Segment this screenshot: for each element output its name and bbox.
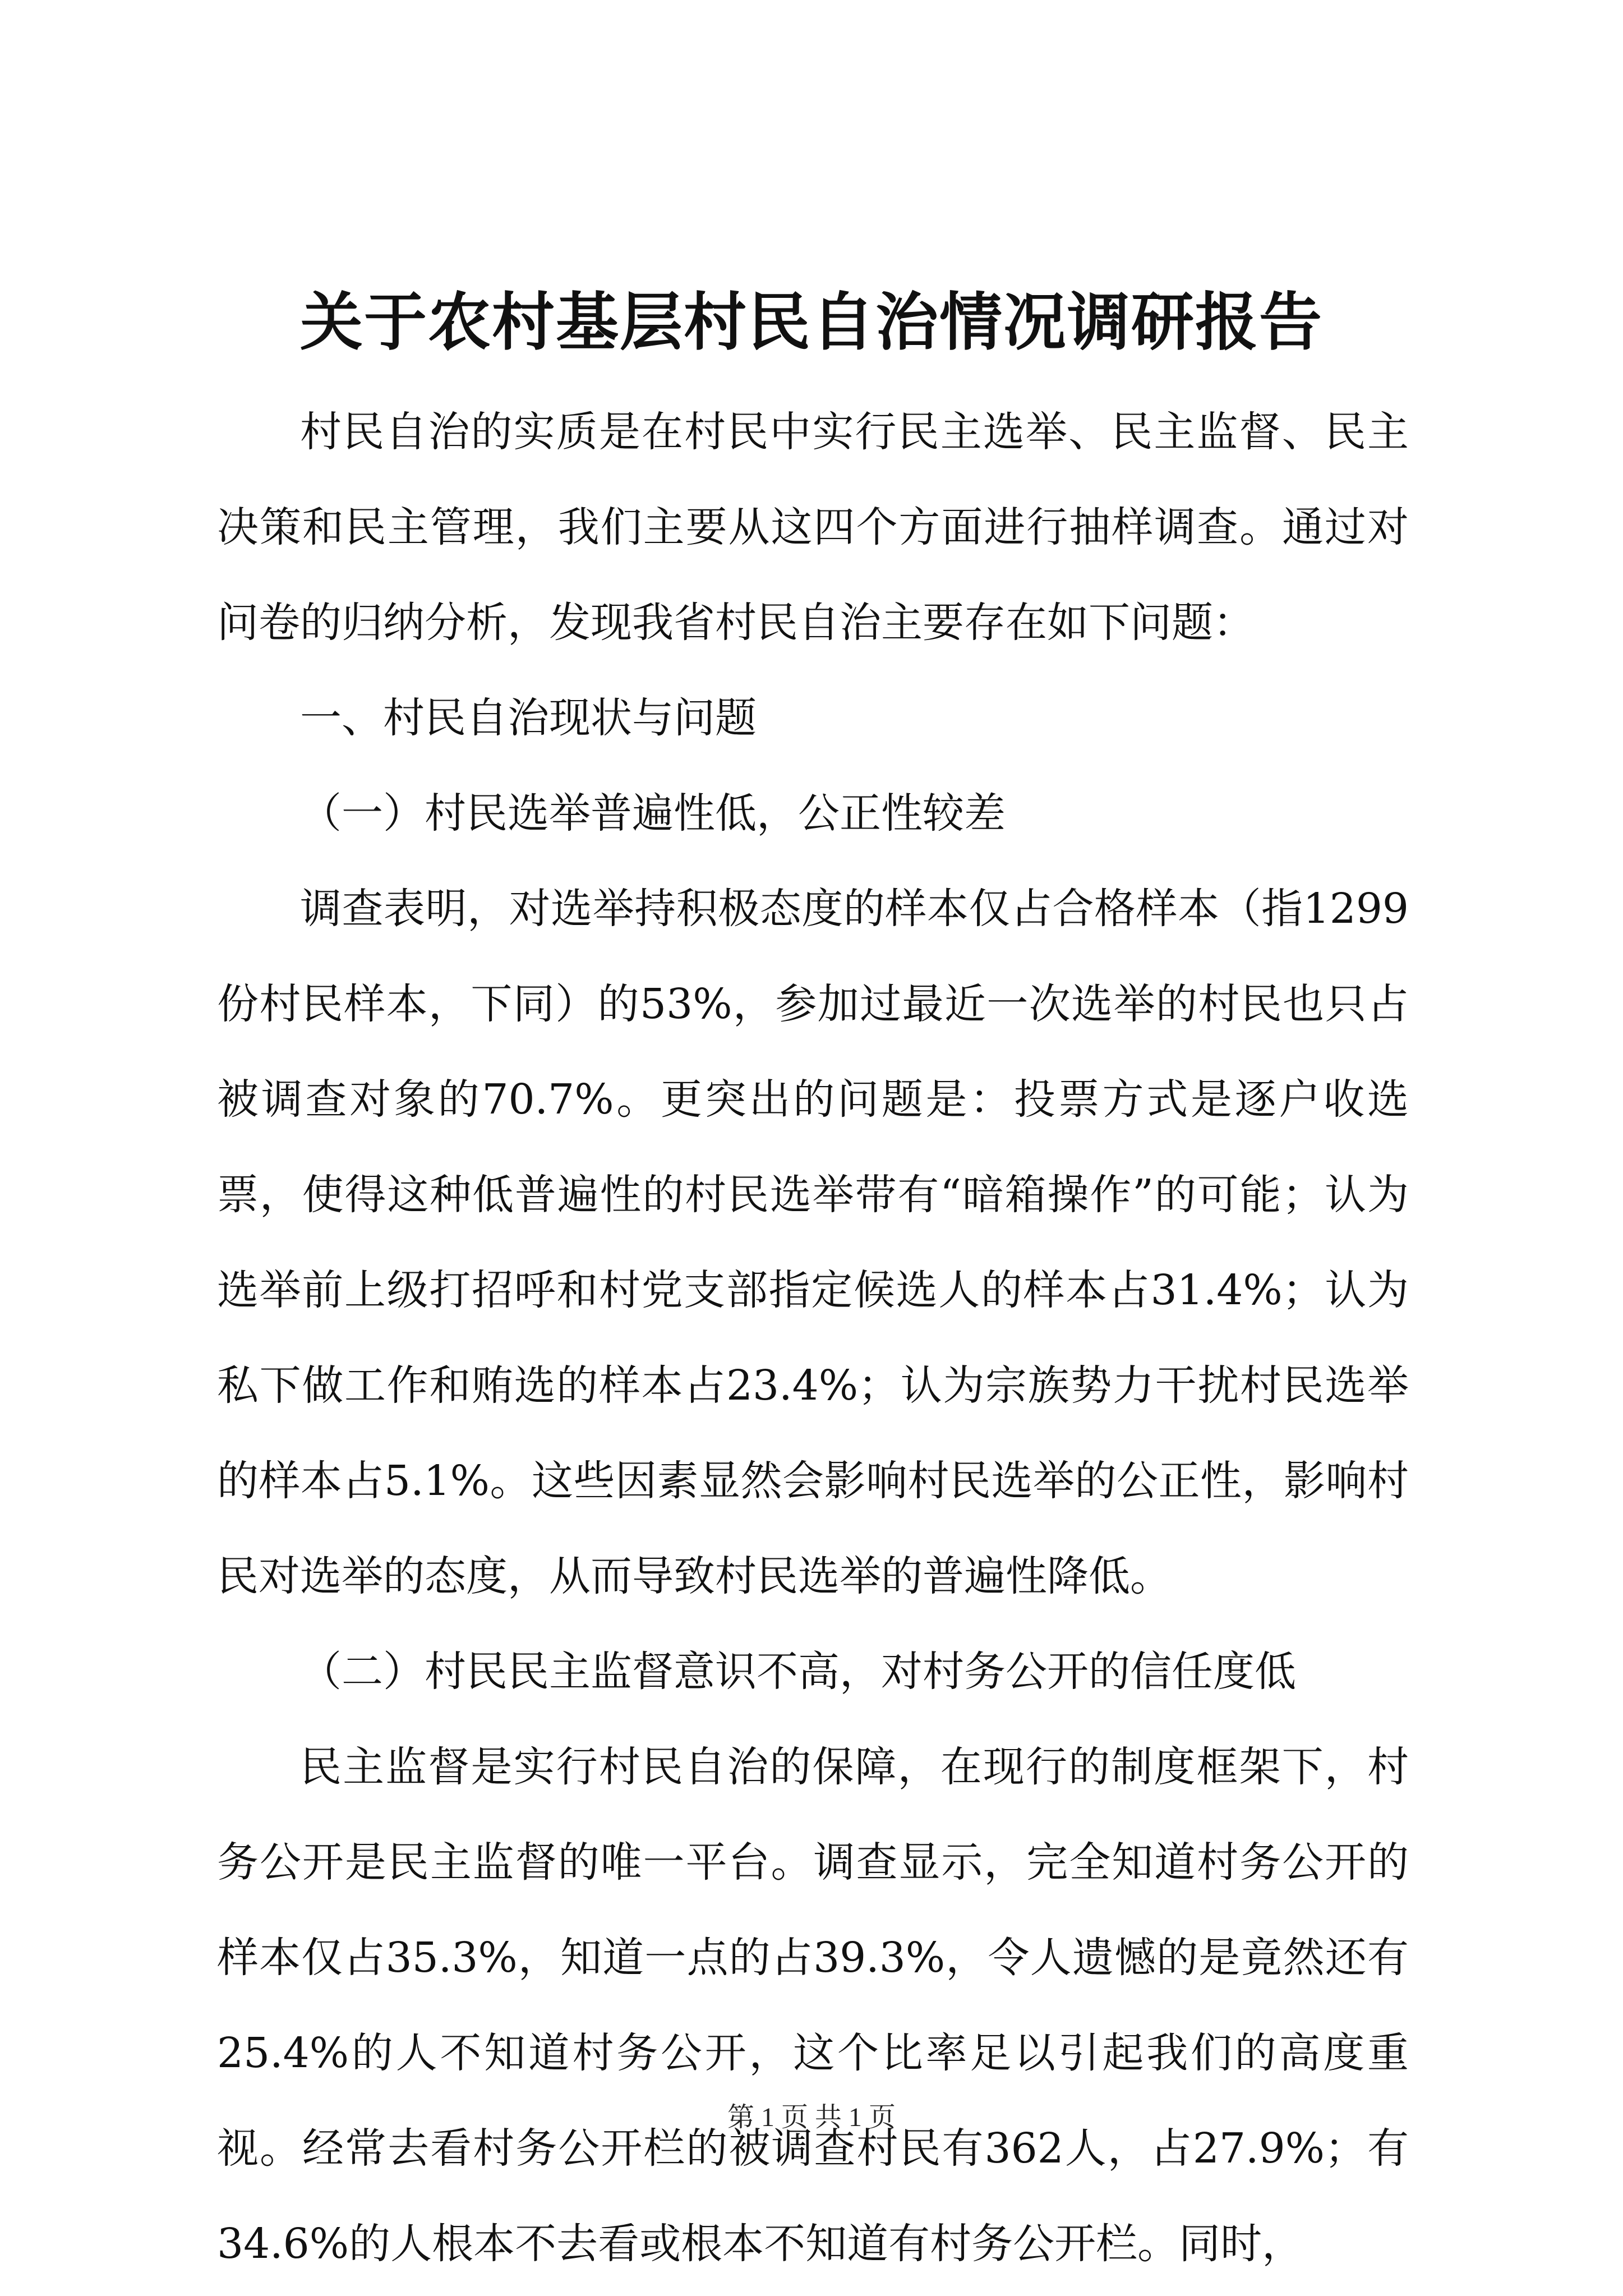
subsection-heading-2: （二）村民民主监督意识不高，对村务公开的信任度低 [300, 1648, 1296, 1696]
subsection-heading-1: （一）村民选举普遍性低，公正性较差 [300, 789, 1006, 838]
section-heading: 一、村民自治现状与问题 [300, 694, 757, 742]
intro-paragraph: 村民自治的实质是在村民中实行民主选举、民主监督、民主决策和民主管理，我们主要从这四个方面进行抽样调查。通过对问卷的归纳分析，发现我省村民自治主要存在如下问题： [217, 408, 1409, 647]
supervision-paragraph: 民主监督是实行村民自治的保障，在现行的制度框架下，村务公开是民主监督的唯一平台。调查显示，完全知道村务公开的样本仅占35.3%，知道一点的占39.3%，令人遗憾的是竟然还有25.4%的人不知道村务公开，这个比率足以引起我们的高度重视。经常去看村务公开栏的被调查村民有362人，占27.9%；有34.6%的人根本不去看或根本不知道有村务公开栏。同时， [217, 1743, 1409, 2268]
page-footer: 第 1 页 共 1 页 [727, 2102, 896, 2132]
document-body [217, 384, 1409, 2292]
document-title: 关于农村基层村民自治情况调研报告 [300, 286, 1323, 359]
election-paragraph: 调查表明，对选举持积极态度的样本仅占合格样本（指1299份村民样本，下同）的53%，参加过最近一次选举的村民也只占被调查对象的70.7%。更突出的问题是：投票方式是逐户收选票，使得这种低普遍性的村民选举带有“暗箱操作”的可能；认为选举前上级打招呼和村党支部指定候选人的样本占31.4%；认为私下做工作和贿选的样本占23.4%；认为宗族势力干扰村民选举的样本占5.1%。这些因素显然会影响村民选举的公正性，影响村民对选举的态度，从而导致村民选举的普遍性降低。 [217, 885, 1409, 1600]
